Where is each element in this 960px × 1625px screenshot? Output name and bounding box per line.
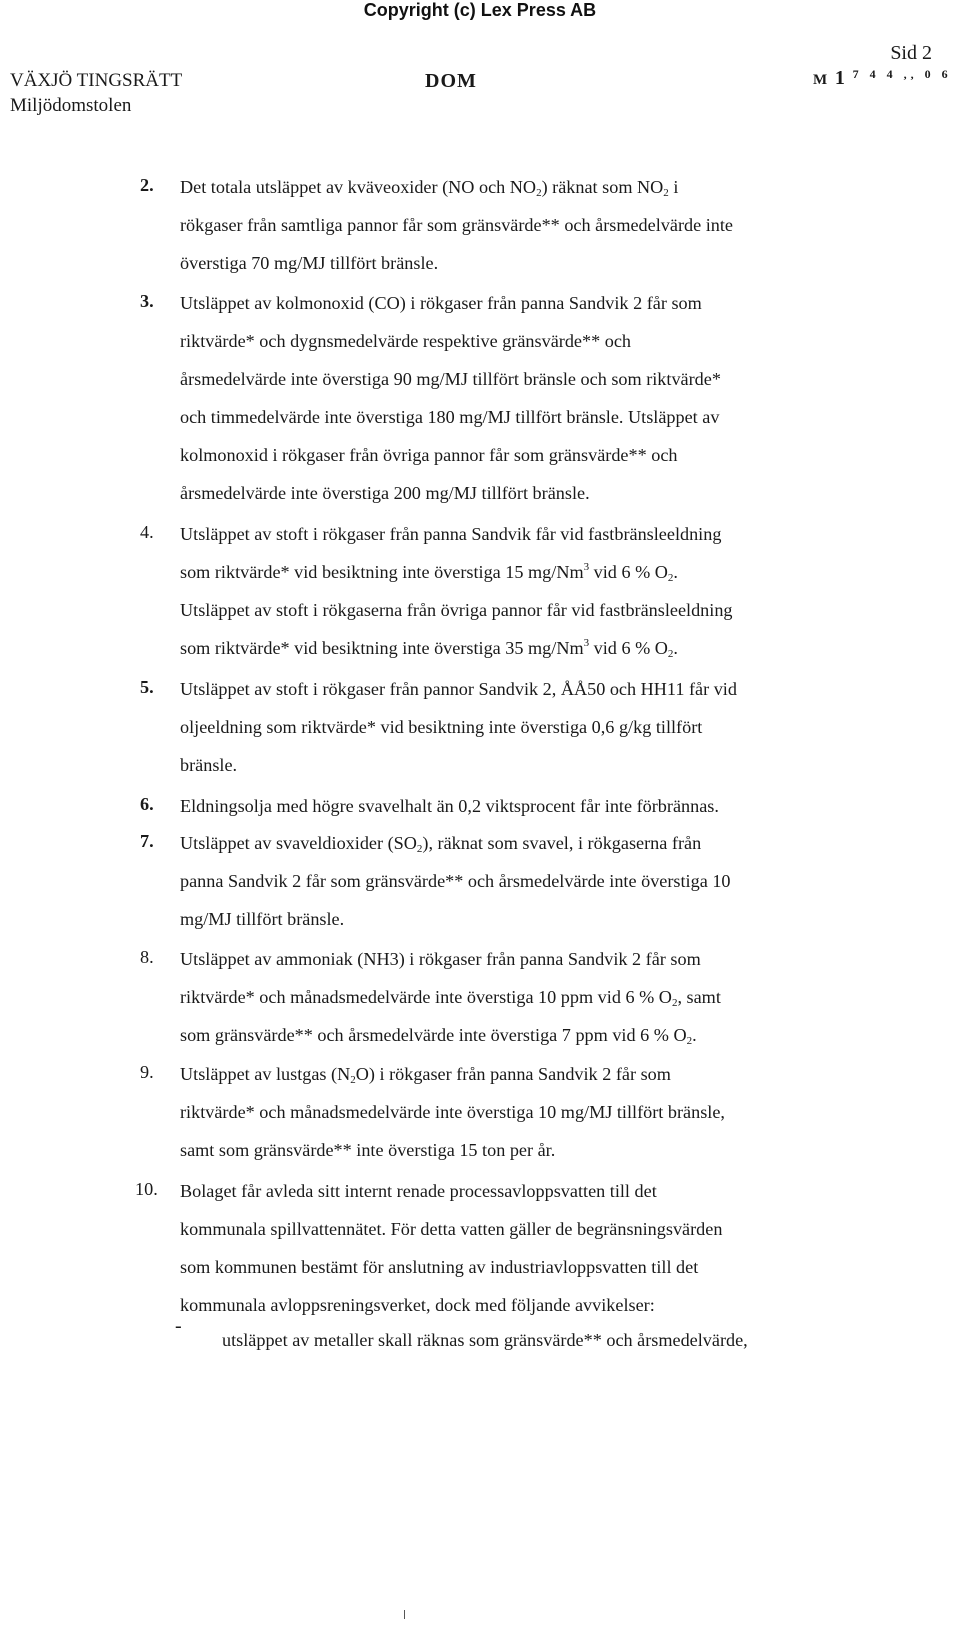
department-name: Miljödomstolen xyxy=(10,95,132,116)
paragraph-text xyxy=(180,940,925,1054)
paragraph-line: kommunala spillvattennätet. För detta vatten gäller de begränsningsvärden xyxy=(180,1219,723,1239)
paragraph-line: kolmonoxid i rökgaser från övriga pannor får som gränsvärde** och xyxy=(180,445,678,465)
paragraph-line: Det totala utsläppet av kväveoxider (NO och $NO_2$) räknat som $NO_2$ i xyxy=(180,177,679,199)
paragraph-line: riktvärde* och månadsmedelvärde inte överstiga 10 ppm vid 6 % $O_2$, samt xyxy=(180,987,721,1009)
paragraph-line: Utsläppet av stoft i rökgaserna från övriga pannor får vid fastbränsleeldning xyxy=(180,600,733,620)
superscript: 3 xyxy=(583,561,590,573)
paragraph-line: bränsle. xyxy=(180,755,238,775)
paragraph-line: som kommunen bestämt för anslutning av industriavloppsvatten till det xyxy=(180,1257,699,1277)
paragraph-line: Utsläppet av kolmonoxid (CO) i rökgaser från panna Sandvik 2 får som xyxy=(180,293,702,313)
paragraph-number: 6. xyxy=(140,794,154,814)
paragraph-number: 4. xyxy=(140,522,154,542)
paragraph-number: 7. xyxy=(140,831,154,851)
case-number xyxy=(813,67,952,90)
paragraph-line: som riktvärde* vid besiktning inte överstiga 35 mg/Nm$^3$ vid 6 % $O_2$. xyxy=(180,637,678,660)
paragraph-line: Utsläppet av ammoniak (NH3) i rökgaser från panna Sandvik 2 får som xyxy=(180,949,701,969)
paragraph-text xyxy=(180,168,925,282)
paragraph-text xyxy=(180,670,925,784)
subscript: 2 xyxy=(686,1035,693,1047)
paragraph-line: årsmedelvärde inte överstiga 200 mg/MJ tillfört bränsle. xyxy=(180,483,590,503)
paragraph-text xyxy=(180,824,925,938)
paragraph-line: Eldningsolja med högre svavelhalt än 0,2 viktsprocent får inte förbrännas. xyxy=(180,796,719,816)
page-number: Sid 2 xyxy=(890,42,932,64)
paragraph-line: som gränsvärde** och årsmedelvärde inte överstiga 7 ppm vid 6 % $O_2$. xyxy=(180,1025,697,1047)
subscript: 2 xyxy=(350,1074,356,1086)
paragraph-line: Utsläppet av stoft i rökgaser från panna Sandvik får vid fastbränsleeldning xyxy=(180,524,722,544)
paragraph-number: 5. xyxy=(140,677,154,697)
case-prefix: M xyxy=(813,72,830,88)
court-name: VÄXJÖ TINGSRÄTT xyxy=(10,70,183,91)
paragraph-line: Utsläppet av svaveldioxider $(SO_2)$, räknat som svavel, i rökgaserna från xyxy=(180,833,702,855)
paragraph-line: och timmedelvärde inte överstiga 180 mg/MJ tillfört bränsle. Utsläppet av xyxy=(180,407,720,427)
paragraph-line: samt som gränsvärde** inte överstiga 15 ton per år. xyxy=(180,1140,556,1160)
paragraph-line: mg/MJ tillfört bränsle. xyxy=(180,909,345,929)
paragraph-line: Utsläppet av stoft i rökgaser från pannor Sandvik 2, ÅÅ50 och HH11 får vid xyxy=(180,679,737,699)
page-mark xyxy=(404,1610,405,1619)
paragraph-line: Utsläppet av lustgas $(N_2O)$ i rökgaser från panna Sandvik 2 får som xyxy=(180,1064,671,1086)
paragraph-line: kommunala avloppsreningsverket, dock med följande avvikelser: xyxy=(180,1295,655,1315)
case-number-rest: 7 4 4 ,, 0 6 xyxy=(852,67,952,81)
bullet-dash: - xyxy=(175,1315,182,1337)
paragraph-text xyxy=(180,1055,925,1169)
case-number-main: 1 xyxy=(834,67,847,89)
paragraph-line: riktvärde* och dygnsmedelvärde respektive gränsvärde** och xyxy=(180,331,631,351)
paragraph-number: 2. xyxy=(140,175,154,195)
paragraph-line: som riktvärde* vid besiktning inte överstiga 15 mg/Nm$^3$ vid 6 % $O_2$. xyxy=(180,561,678,584)
paragraph-line: riktvärde* och månadsmedelvärde inte överstiga 10 mg/MJ tillfört bränsle, xyxy=(180,1102,725,1122)
paragraph-text xyxy=(180,1172,925,1324)
document-type: DOM xyxy=(425,70,477,92)
copyright-notice: Copyright (c) Lex Press AB xyxy=(363,0,597,20)
paragraph-line: Bolaget får avleda sitt internt renade processavloppsvatten till det xyxy=(180,1181,657,1201)
subscript: 2 xyxy=(667,572,674,584)
paragraph-text xyxy=(180,284,925,512)
bullet-text: utsläppet av metaller skall räknas som gränsvärde** och årsmedelvärde, xyxy=(222,1330,748,1350)
subscript: 2 xyxy=(416,843,423,855)
paragraph-line: oljeeldning som riktvärde* vid besiktning inte överstiga 0,6 g/kg tillfört xyxy=(180,717,703,737)
paragraph-line: panna Sandvik 2 får som gränsvärde** och årsmedelvärde inte överstiga 10 xyxy=(180,871,731,891)
paragraph-number: 9. xyxy=(140,1062,154,1082)
paragraph-number: 3. xyxy=(140,291,154,311)
subscript: 2 xyxy=(667,648,674,660)
subscript: 2 xyxy=(536,187,542,199)
paragraph-text xyxy=(180,515,925,667)
paragraph-line: årsmedelvärde inte överstiga 90 mg/MJ tillfört bränsle och som riktvärde* xyxy=(180,369,721,389)
paragraph-number: 10. xyxy=(135,1179,158,1199)
superscript: 3 xyxy=(583,637,590,649)
paragraph-text xyxy=(180,787,925,825)
subscript: 2 xyxy=(671,997,678,1009)
subscript: 2 xyxy=(663,187,669,199)
paragraph-number: 8. xyxy=(140,947,154,967)
paragraph-line: överstiga 70 mg/MJ tillfört bränsle. xyxy=(180,253,439,273)
paragraph-line: rökgaser från samtliga pannor får som gränsvärde** och årsmedelvärde inte xyxy=(180,215,733,235)
